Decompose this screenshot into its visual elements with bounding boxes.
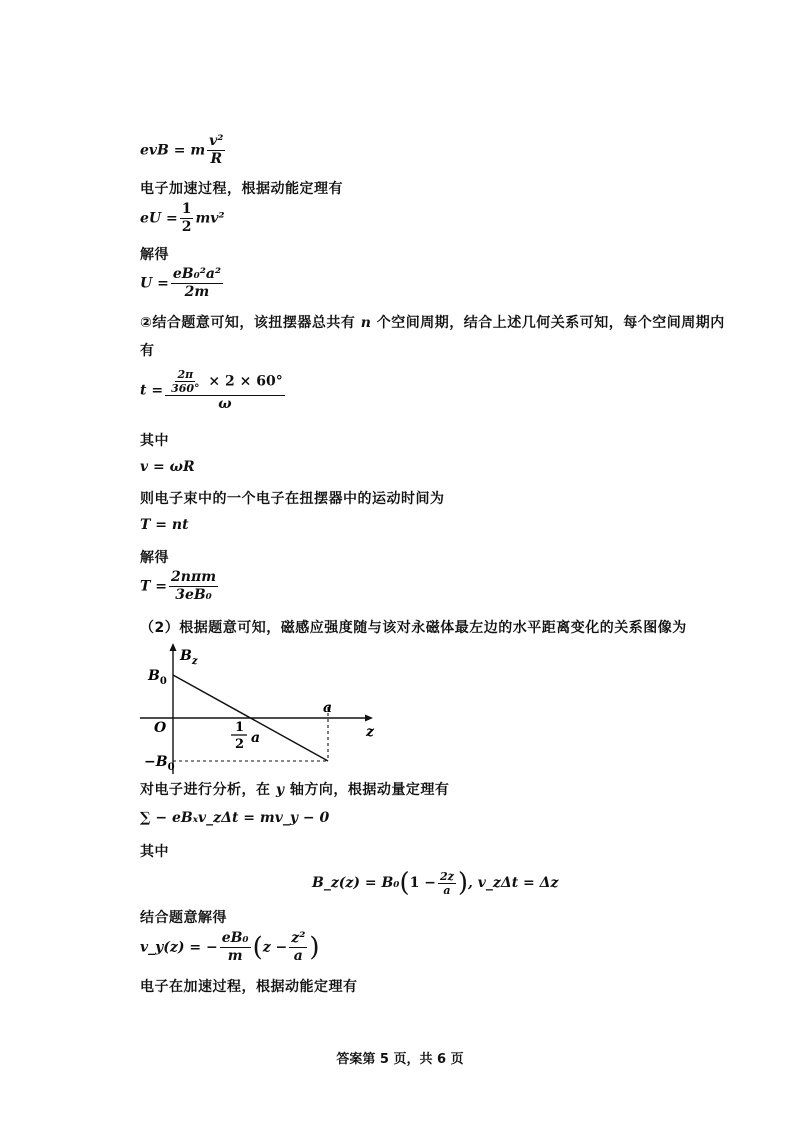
text-span: 对电子进行分析，在 xyxy=(140,782,271,798)
equation-evB xyxy=(140,133,227,168)
text-line: 电子加速过程，根据动能定理有 xyxy=(140,181,343,197)
text-line: （2）根据题意可知，磁感应强度随与该对永磁体最左边的水平距离变化的关系图像为 xyxy=(140,620,687,636)
fraction-denominator: 2m xyxy=(184,284,210,300)
eq-term: × 2 × 60° xyxy=(208,373,283,390)
fraction-numerator xyxy=(165,368,285,396)
x-axis-arrow xyxy=(365,715,373,722)
equation-t xyxy=(140,368,287,413)
fraction-numerator: 1 xyxy=(181,201,192,217)
text-line: 则电子束中的一个电子在扭摆器中的运动时间为 xyxy=(140,491,445,507)
fraction-denominator: a xyxy=(443,883,451,897)
half-a: a xyxy=(251,730,261,746)
fraction-denominator: m xyxy=(227,948,243,964)
fraction-numerator: z² xyxy=(291,930,306,946)
eq-term: 1 − xyxy=(409,875,436,891)
bz-graph xyxy=(130,640,390,775)
fraction-numerator: v² xyxy=(209,133,224,149)
eq-term: z − xyxy=(262,939,288,956)
half-num: 1 xyxy=(235,720,245,735)
text-span: 个空间周期，结合上述几何关系可知，每个空间周期内 xyxy=(376,315,725,331)
eq-term: , v_zΔt = Δz xyxy=(468,875,559,891)
paren-open: ( xyxy=(399,868,410,898)
text-line: 电子在加速过程，根据动能定理有 xyxy=(140,979,358,995)
fraction-numerator: eB₀²a² xyxy=(172,266,222,282)
fraction-denominator: 3eB₀ xyxy=(175,587,212,603)
fraction xyxy=(165,368,285,413)
half-den: 2 xyxy=(235,737,245,752)
text-span: 轴方向，根据动量定理有 xyxy=(289,782,450,798)
fraction-numerator: eB₀ xyxy=(221,930,249,946)
equation-bz xyxy=(312,868,558,898)
z-axis-label: z xyxy=(366,724,374,740)
fraction-denominator: ω xyxy=(218,396,232,412)
text-line: 解得 xyxy=(140,550,169,566)
fraction xyxy=(169,368,201,395)
fraction xyxy=(171,266,223,301)
fraction-numerator: 2nπm xyxy=(171,569,217,585)
equation-U xyxy=(140,266,225,301)
eq-rhs: mv² xyxy=(195,210,225,227)
page-footer: 答案第 5 页，共 6 页 xyxy=(336,1052,464,1067)
fraction-numerator: 2z xyxy=(439,869,454,883)
variable-n: n xyxy=(360,315,372,331)
paren-close: ) xyxy=(309,932,320,963)
variable-y: y xyxy=(275,782,285,798)
equation-T: T = nt xyxy=(140,517,189,533)
fraction xyxy=(438,870,456,897)
text-line: 解得 xyxy=(140,247,169,263)
origin-label: O xyxy=(154,720,167,736)
eq-lhs: eU = xyxy=(140,210,178,227)
paren-close: ) xyxy=(457,868,469,898)
fraction-numerator: 2π xyxy=(177,368,194,381)
y-axis-label: $B_z$ xyxy=(180,648,198,667)
text-span: ②结合题意可知，该扭摆器总共有 xyxy=(140,315,356,331)
eq-lhs: t = xyxy=(140,382,164,399)
equation-vy xyxy=(140,930,320,965)
equation-eU xyxy=(140,201,225,236)
fraction-denominator: R xyxy=(210,151,223,167)
fraction xyxy=(169,569,218,604)
equation-v: v = ωR xyxy=(140,459,195,475)
equation-T-result xyxy=(140,569,220,604)
text-line: 结合题意解得 xyxy=(140,910,227,926)
eq-lhs: U = xyxy=(140,275,169,292)
a-label: a xyxy=(323,700,333,716)
text-line: 其中 xyxy=(140,844,169,860)
neg-b0-label: $-B_0$ xyxy=(144,754,175,773)
text-line: 有 xyxy=(140,343,155,359)
text-line: 其中 xyxy=(140,433,169,449)
fraction xyxy=(220,930,251,965)
fraction-denominator: a xyxy=(293,948,303,964)
eq-lhs: T = xyxy=(140,578,168,595)
fraction-denominator: 2 xyxy=(181,219,192,235)
y-axis-arrow xyxy=(170,643,177,651)
fraction-denominator: 360° xyxy=(171,382,200,395)
eq-term: B_z(z) = B₀ xyxy=(312,875,400,891)
fraction xyxy=(207,133,225,168)
paren-open: ( xyxy=(252,932,263,963)
eq-lhs: v_y(z) = − xyxy=(140,939,218,956)
fraction xyxy=(180,201,194,236)
text-line xyxy=(140,779,449,799)
eq-lhs: evB = m xyxy=(140,142,206,159)
fraction xyxy=(289,930,307,965)
b0-label: $B_0$ xyxy=(148,668,167,687)
equation-momentum: ∑ − eBₓv_zΔt = mv_y − 0 xyxy=(140,810,330,826)
text-line xyxy=(140,312,725,332)
